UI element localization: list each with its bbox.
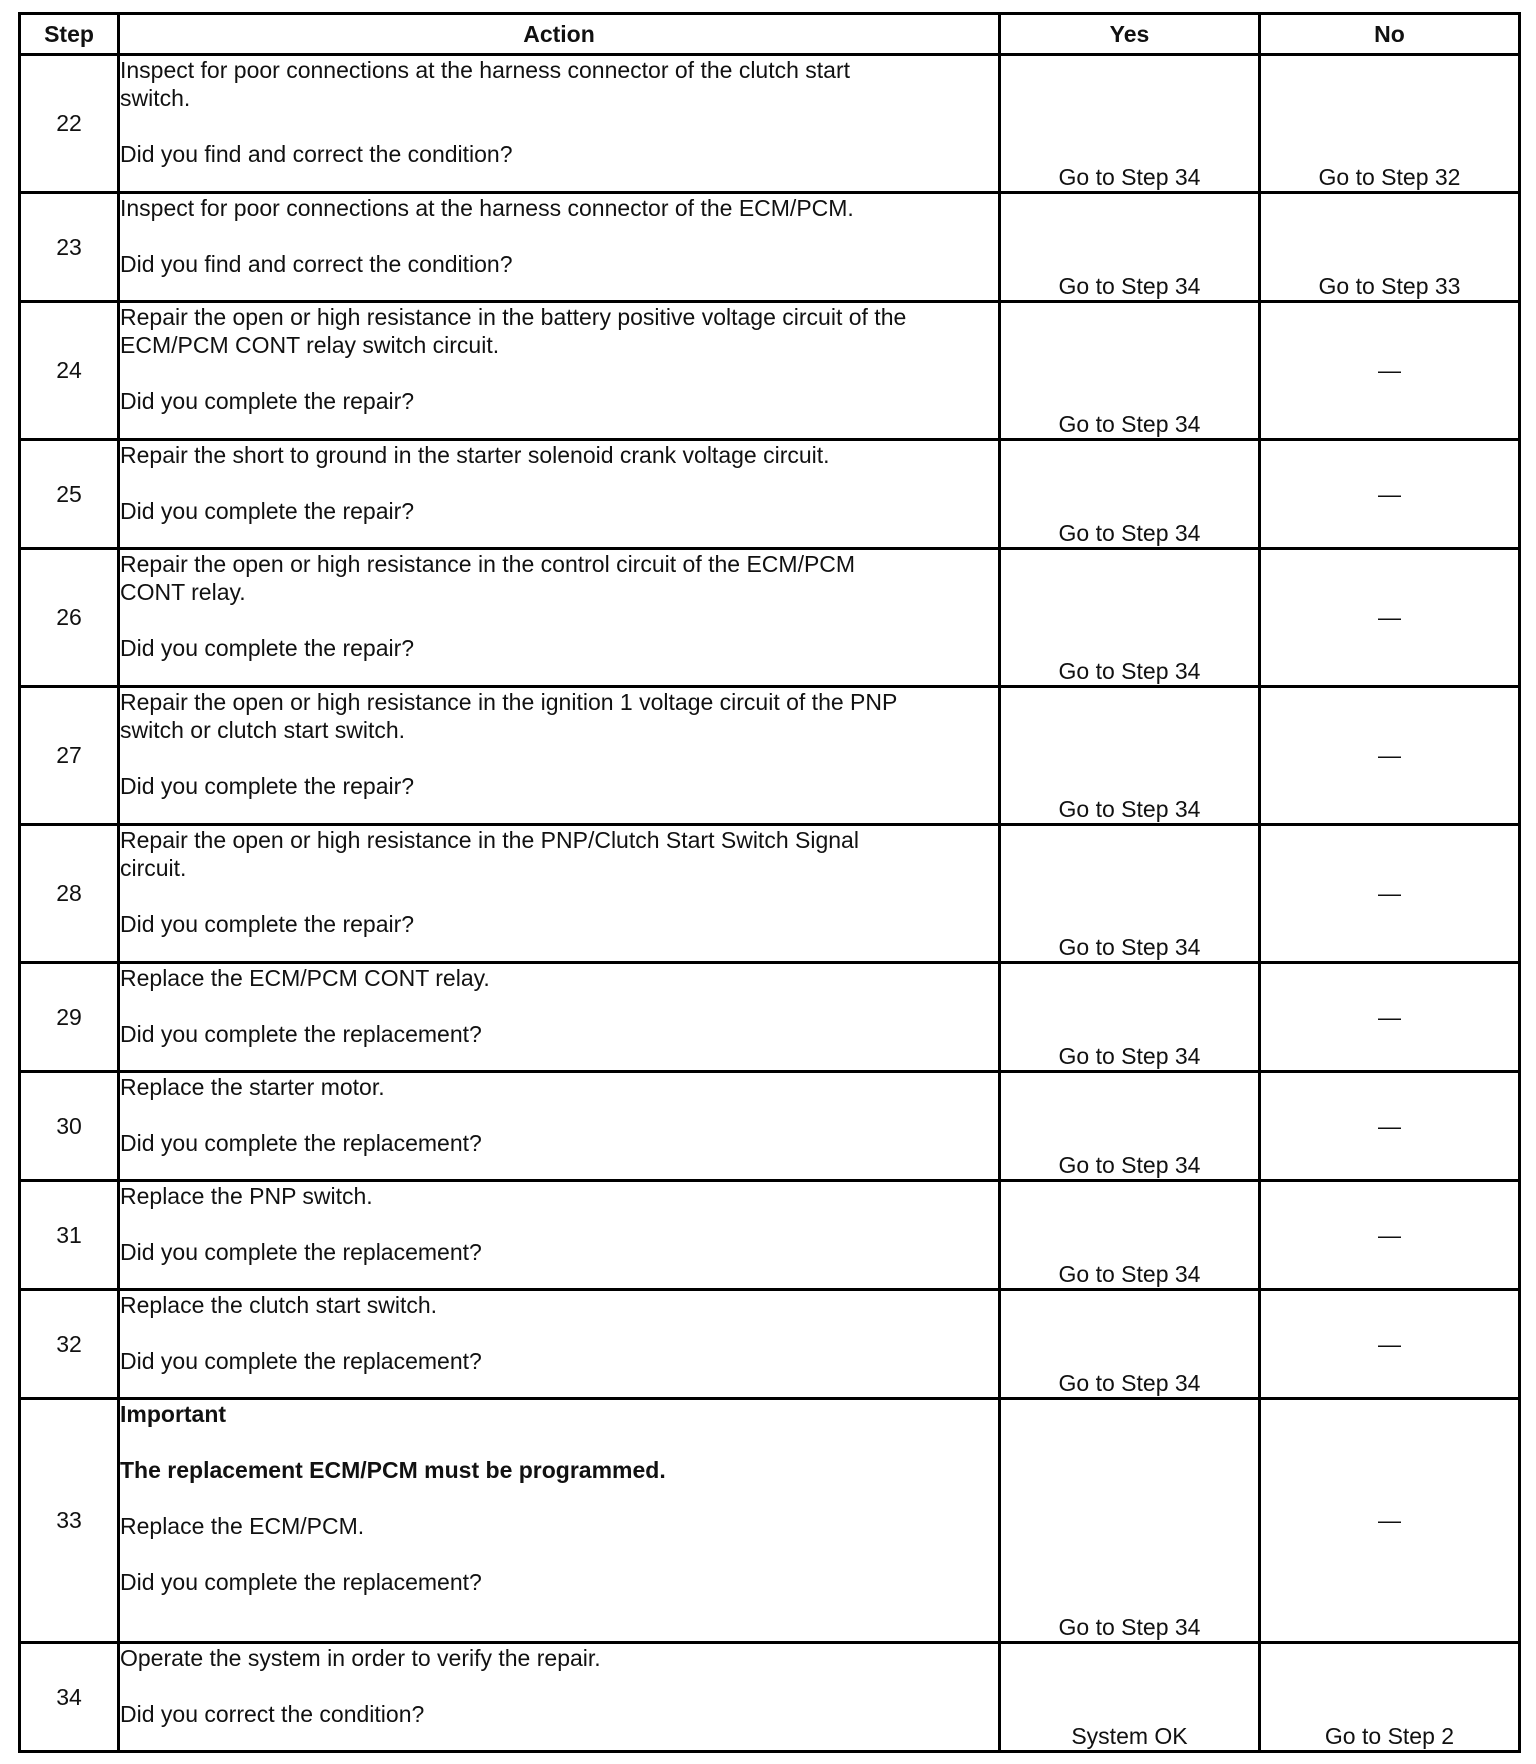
step-number: 29 [20,963,119,1072]
no-result: Go to Step 2 [1260,1643,1520,1752]
no-result: — [1260,302,1520,440]
action-cell [119,302,1000,440]
action-question: Did you find and correct the condition? [120,251,513,277]
action-cell [119,1643,1000,1752]
table-row [20,1290,1520,1399]
action-question: Did you complete the repair? [120,498,415,524]
action-cell [119,549,1000,687]
no-result: — [1260,1290,1520,1399]
step-number: 34 [20,1643,119,1752]
action-cell [119,825,1000,963]
important-label: Important [120,1401,227,1427]
table-row [20,440,1520,549]
no-result: — [1260,825,1520,963]
header-no: No [1260,14,1520,55]
yes-result: Go to Step 34 [1000,1072,1260,1181]
action-text: Repair the open or high resistance in the ignition 1 voltage circuit of the PNP [120,689,898,715]
yes-result: Go to Step 34 [1000,55,1260,193]
header-step: Step [20,14,119,55]
action-text: ECM/PCM CONT relay switch circuit. [120,332,500,358]
action-text: Operate the system in order to verify the repair. [120,1645,601,1671]
no-result: — [1260,963,1520,1072]
table-row [20,1181,1520,1290]
action-question: Did you find and correct the condition? [120,141,513,167]
step-number: 28 [20,825,119,963]
yes-result: Go to Step 34 [1000,440,1260,549]
action-question: Did you complete the replacement? [120,1348,482,1374]
no-result: — [1260,1181,1520,1290]
action-text: Replace the clutch start switch. [120,1292,438,1318]
diagnostic-steps-table [18,12,1521,1753]
action-text: Repair the short to ground in the starter solenoid crank voltage circuit. [120,442,830,468]
action-cell [119,1290,1000,1399]
no-result: — [1260,549,1520,687]
table-row [20,963,1520,1072]
table-row [20,1643,1520,1752]
action-cell [119,687,1000,825]
action-question: Did you correct the condition? [120,1701,425,1727]
yes-result: Go to Step 34 [1000,1290,1260,1399]
action-cell [119,55,1000,193]
action-cell [119,1399,1000,1643]
yes-result: Go to Step 34 [1000,1181,1260,1290]
action-question: Did you complete the replacement? [120,1021,482,1047]
important-note: The replacement ECM/PCM must be programmed. [120,1457,666,1483]
yes-result: Go to Step 34 [1000,302,1260,440]
action-text: Repair the open or high resistance in the control circuit of the ECM/PCM [120,551,856,577]
action-question: Did you complete the repair? [120,388,415,414]
action-text: Repair the open or high resistance in the battery positive voltage circuit of the [120,304,907,330]
step-number: 32 [20,1290,119,1399]
action-cell [119,963,1000,1072]
action-text: circuit. [120,855,187,881]
action-question: Did you complete the repair? [120,911,415,937]
table-row [20,687,1520,825]
action-text: Replace the ECM/PCM. [120,1513,365,1539]
step-number: 26 [20,549,119,687]
yes-result: Go to Step 34 [1000,963,1260,1072]
action-question: Did you complete the repair? [120,635,415,661]
action-question: Did you complete the replacement? [120,1239,482,1265]
no-result: — [1260,1399,1520,1643]
action-text: Replace the PNP switch. [120,1183,373,1209]
yes-result: Go to Step 34 [1000,549,1260,687]
yes-result: Go to Step 34 [1000,687,1260,825]
step-number: 27 [20,687,119,825]
no-result: Go to Step 33 [1260,193,1520,302]
step-number: 23 [20,193,119,302]
action-text: CONT relay. [120,579,246,605]
no-result: Go to Step 32 [1260,55,1520,193]
header-action: Action [119,14,1000,55]
step-number: 30 [20,1072,119,1181]
step-number: 22 [20,55,119,193]
action-text: switch or clutch start switch. [120,717,406,743]
yes-result: Go to Step 34 [1000,193,1260,302]
action-text: Inspect for poor connections at the harness connector of the ECM/PCM. [120,195,854,221]
no-result: — [1260,1072,1520,1181]
table-row [20,1072,1520,1181]
table-row [20,1399,1520,1643]
table-row [20,825,1520,963]
action-text: switch. [120,85,191,111]
action-question: Did you complete the repair? [120,773,415,799]
action-question: Did you complete the replacement? [120,1130,482,1156]
yes-result: Go to Step 34 [1000,1399,1260,1643]
table-row [20,549,1520,687]
table-header-row [20,14,1520,55]
action-cell [119,1072,1000,1181]
no-result: — [1260,440,1520,549]
table-row [20,302,1520,440]
action-question: Did you complete the replacement? [120,1569,482,1595]
action-text: Replace the starter motor. [120,1074,385,1100]
yes-result: System OK [1000,1643,1260,1752]
action-cell [119,440,1000,549]
action-text: Replace the ECM/PCM CONT relay. [120,965,490,991]
diagnostic-table-container [18,12,1518,1753]
action-cell [119,1181,1000,1290]
action-text: Repair the open or high resistance in the PNP/Clutch Start Switch Signal [120,827,859,853]
table-row [20,193,1520,302]
table-row [20,55,1520,193]
step-number: 33 [20,1399,119,1643]
no-result: — [1260,687,1520,825]
action-text: Inspect for poor connections at the harness connector of the clutch start [120,57,851,83]
header-yes: Yes [1000,14,1260,55]
yes-result: Go to Step 34 [1000,825,1260,963]
step-number: 31 [20,1181,119,1290]
action-cell [119,193,1000,302]
step-number: 25 [20,440,119,549]
step-number: 24 [20,302,119,440]
